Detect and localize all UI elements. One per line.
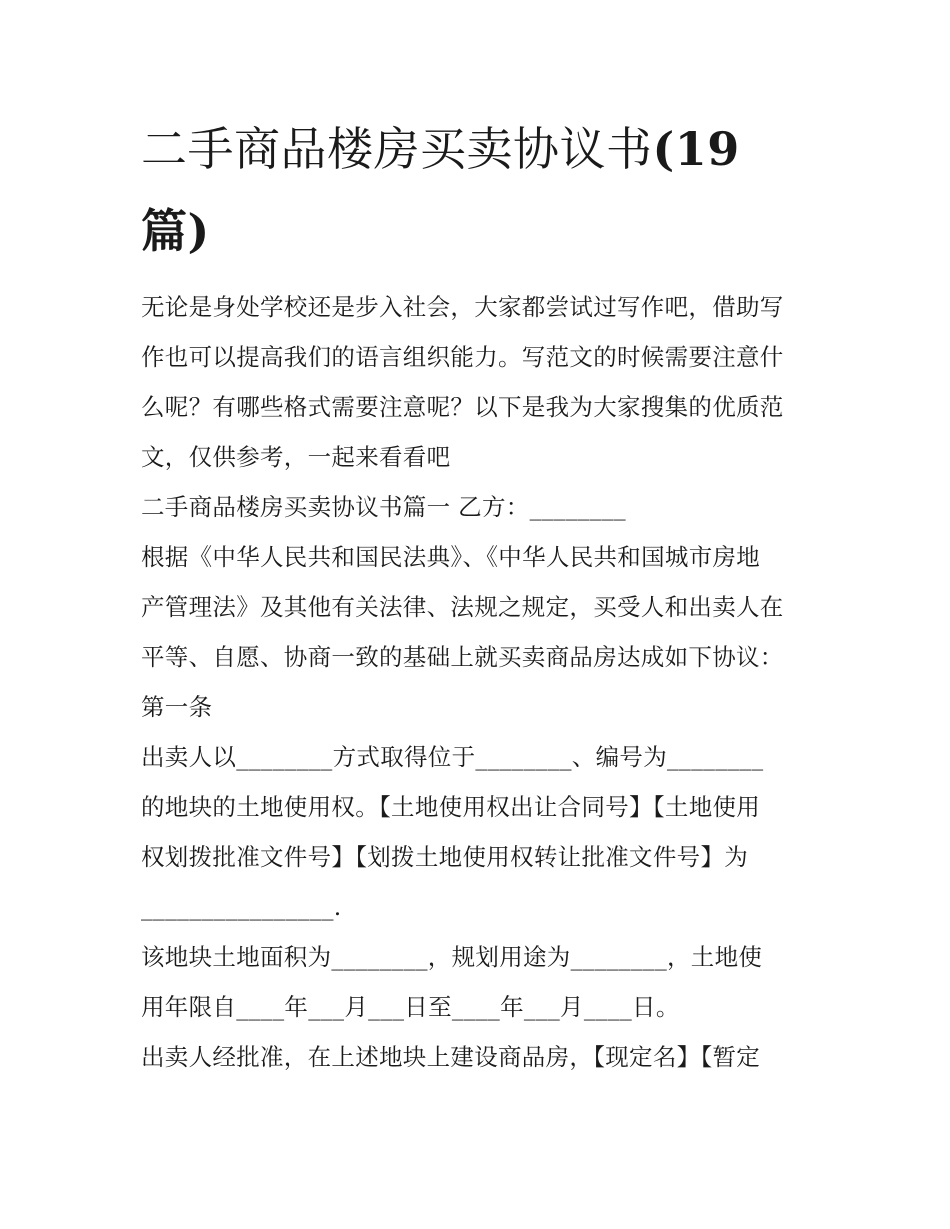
intro-line-4: 文，仅供参考，一起来看看吧 xyxy=(141,443,451,471)
body-line-2: 产管理法》及其他有关法律、法规之规定，买受人和出卖人在 xyxy=(141,593,784,621)
body-line-7: ________________. xyxy=(141,893,342,921)
title-suffix-1: (19 xyxy=(652,122,740,176)
body-line-10: 出卖人经批准，在上述地块上建设商品房，【现定名】【暂定 xyxy=(141,1043,761,1071)
body-line-3: 平等、自愿、协商一致的基础上就买卖商品房达成如下协议： xyxy=(141,643,784,671)
title-main: 二手商品楼房买卖协议书 xyxy=(141,122,653,176)
body-line-1: 根据《中华人民共和国民法典》、《中华人民共和国城市房地 xyxy=(141,543,761,571)
body-line-4: 出卖人以________方式取得位于________、编号为________ xyxy=(141,743,764,771)
title-suffix-2: 篇) xyxy=(141,204,210,258)
document-title xyxy=(141,108,813,272)
body-line-5: 的地块的土地使用权。【土地使用权出让合同号】【土地使用 xyxy=(141,793,761,821)
intro-line-3: 么呢？有哪些格式需要注意呢？以下是我为大家搜集的优质范 xyxy=(141,393,784,421)
body-line-6: 权划拨批准文件号】【划拨土地使用权转让批准文件号】为 xyxy=(141,843,749,871)
section-heading-line: 二手商品楼房买卖协议书篇一 乙方：________ xyxy=(141,493,626,521)
body-line-9: 用年限自____年___月___日至____年___月____日。 xyxy=(141,993,680,1021)
intro-line-2: 作也可以提高我们的语言组织能力。写范文的时候需要注意什 xyxy=(141,343,784,371)
document-page xyxy=(141,108,813,1082)
article-one-heading: 第一条 xyxy=(141,693,213,721)
intro-line-1: 无论是身处学校还是步入社会，大家都尝试过写作吧，借助写 xyxy=(141,293,784,321)
body-line-8: 该地块土地面积为________，规划用途为________，土地使 xyxy=(141,943,763,971)
